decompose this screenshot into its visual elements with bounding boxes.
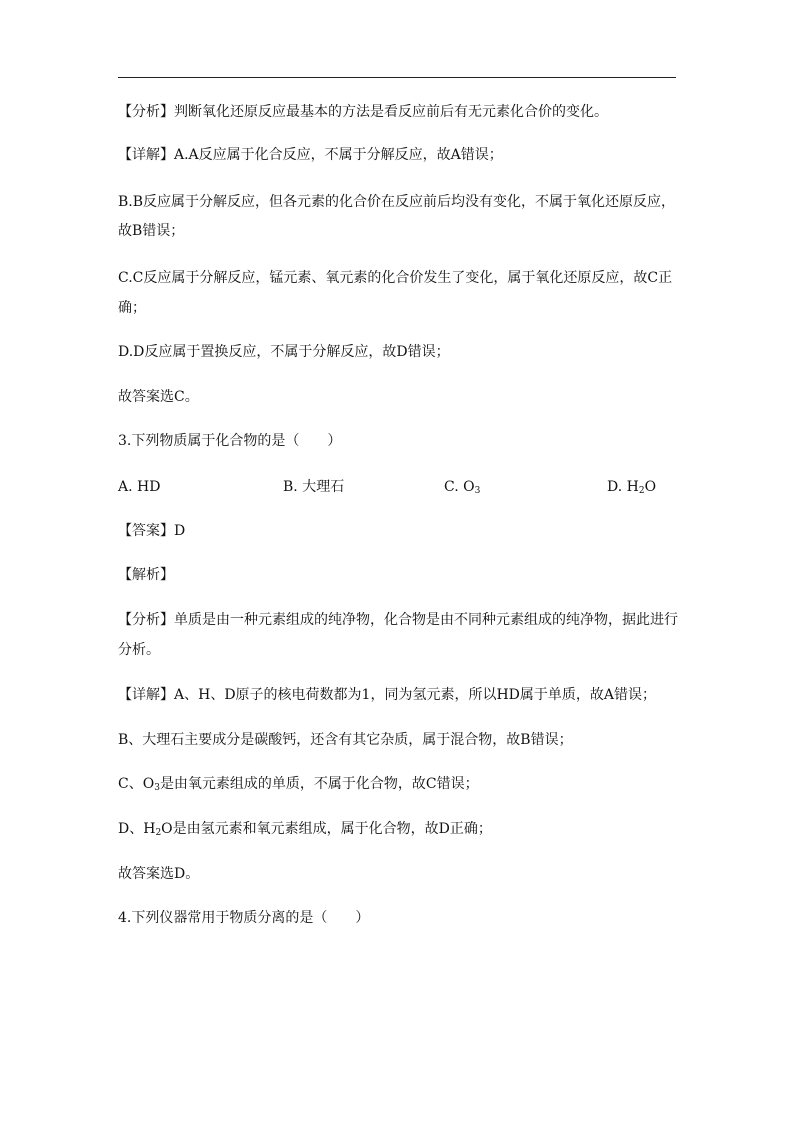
q2-conclusion: 故答案选C。 [118, 389, 199, 405]
q3-conclusion: 故答案选D。 [118, 866, 200, 882]
q3-solution-heading: 【解析】 [118, 567, 174, 583]
q3-question: 3.下列物质属于化合物的是（ ） [118, 433, 342, 449]
q2-detail-b-line2: 故B错误； [118, 223, 185, 239]
q2-detail-b-line1: B.B反应属于分解反应，但各元素的化合价在反应前后均没有变化，不属于氧化还原反应， [118, 194, 676, 210]
q2-detail-c-line2: 确； [118, 300, 146, 316]
q2-detail-d: D.D反应属于置换反应，不属于分解反应，故D错误； [118, 344, 450, 360]
q4-question: 4.下列仪器常用于物质分离的是（ ） [118, 910, 370, 926]
q3-detail-c: C、$O_3$是由氧元素组成的单质，不属于化合物，故C错误； [118, 776, 479, 793]
q2-analysis: 【分析】判断氧化还原反应最基本的方法是看反应前后有无元素化合价的变化。 [118, 104, 608, 120]
q2-detail-c-line1: C.C反应属于分解反应，锰元素、氧元素的化合价发生了变化，属于氧化还原反应，故C正 [118, 270, 673, 286]
q3-option-c: C. $O_3$ [444, 479, 481, 496]
q3-answer: 【答案】D [118, 523, 186, 539]
q3-option-b: B. 大理石 [283, 479, 345, 495]
header-rule [118, 77, 676, 78]
q3-option-a: A. HD [118, 479, 161, 495]
q3-detail-b: B、大理石主要成分是碳酸钙，还含有其它杂质，属于混合物，故B错误； [118, 732, 573, 748]
q3-analysis-line1: 【分析】单质是由一种元素组成的纯净物，化合物是由不同种元素组成的纯净物，据此进行 [118, 612, 678, 628]
q3-analysis-line2: 分析。 [118, 642, 160, 658]
q3-option-d: D. $H_2O$ [607, 479, 657, 496]
q3-detail-a: 【详解】A、H、D原子的核电荷数都为1，同为氢元素，所以HD属于单质，故A错误； [118, 687, 656, 703]
q2-detail-a: 【详解】A.A反应属于化合反应，不属于分解反应，故A错误； [118, 147, 503, 163]
q3-detail-d: D、$H_2O$是由氢元素和氧元素组成，属于化合物，故D正确； [118, 821, 492, 838]
